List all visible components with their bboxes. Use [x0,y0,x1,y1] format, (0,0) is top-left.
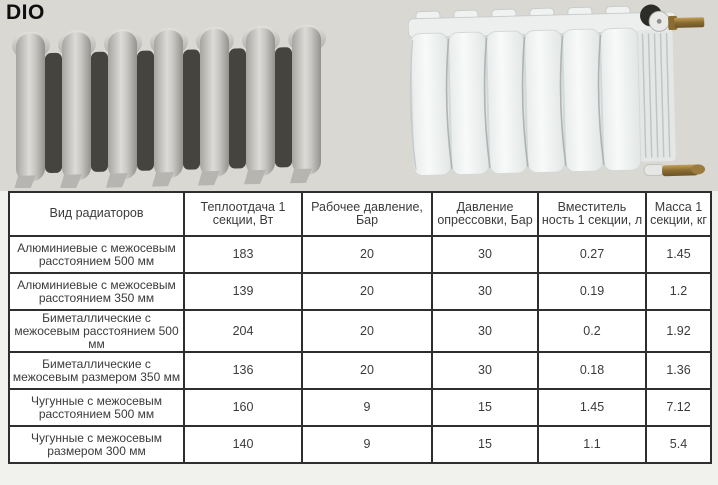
table-area [0,191,718,485]
spec-cell: 1.1 [538,426,646,463]
spec-cell: 1.45 [646,236,711,273]
column-header-test-pressure: Давление опрессовки, Бар [432,192,538,236]
spec-cell: 15 [432,389,538,426]
spec-cell: 20 [302,310,432,352]
radiator-type-cell: Биметаллические с межосевым размером 350 мм [9,352,184,389]
table-row [9,310,711,352]
table-row [9,236,711,273]
spec-cell: 9 [302,426,432,463]
photo-area [0,0,718,191]
spec-cell: 204 [184,310,302,352]
spec-cell: 15 [432,426,538,463]
spec-cell: 30 [432,273,538,310]
radiator-specs-table [8,191,712,464]
spec-cell: 7.12 [646,389,711,426]
column-header-mass: Масса 1 секции, кг [646,192,711,236]
spec-cell: 0.18 [538,352,646,389]
column-header-working-pressure: Рабочее давление, Бар [302,192,432,236]
radiator-type-cell: Чугунные с межосевым расстоянием 500 мм [9,389,184,426]
bimetallic-radiator-image [408,2,710,190]
radiator-type-cell: Чугунные с межосевым размером 300 мм [9,426,184,463]
spec-cell: 5.4 [646,426,711,463]
spec-cell: 1.36 [646,352,711,389]
spec-cell: 30 [432,352,538,389]
header-row [9,192,711,236]
cast-iron-radiator-image [12,18,348,188]
table-row [9,389,711,426]
spec-cell: 9 [302,389,432,426]
spec-cell: 20 [302,273,432,310]
spec-cell: 140 [184,426,302,463]
spec-cell: 139 [184,273,302,310]
spec-cell: 136 [184,352,302,389]
spec-cell: 20 [302,352,432,389]
table-row [9,426,711,463]
spec-cell: 0.2 [538,310,646,352]
radiator-type-cell: Алюминиевые с межосевым расстоянием 500 мм [9,236,184,273]
dio-watermark: DIO [6,1,45,24]
spec-cell: 30 [432,236,538,273]
radiator-type-cell: Алюминиевые с межосевым расстоянием 350 мм [9,273,184,310]
table-row [9,352,711,389]
column-header-heat-output: Теплоотдача 1 секции, Вт [184,192,302,236]
spec-cell: 183 [184,236,302,273]
spec-cell: 1.2 [646,273,711,310]
spec-cell: 30 [432,310,538,352]
spec-cell: 1.92 [646,310,711,352]
spec-cell: 20 [302,236,432,273]
spec-cell: 160 [184,389,302,426]
column-header-capacity: Вместитель ность 1 секции, л [538,192,646,236]
spec-cell: 0.19 [538,273,646,310]
spec-cell: 0.27 [538,236,646,273]
table-row [9,273,711,310]
radiator-type-cell: Биметаллические с межосевым расстоянием 500 мм [9,310,184,352]
column-header-type: Вид радиаторов [9,192,184,236]
spec-cell: 1.45 [538,389,646,426]
